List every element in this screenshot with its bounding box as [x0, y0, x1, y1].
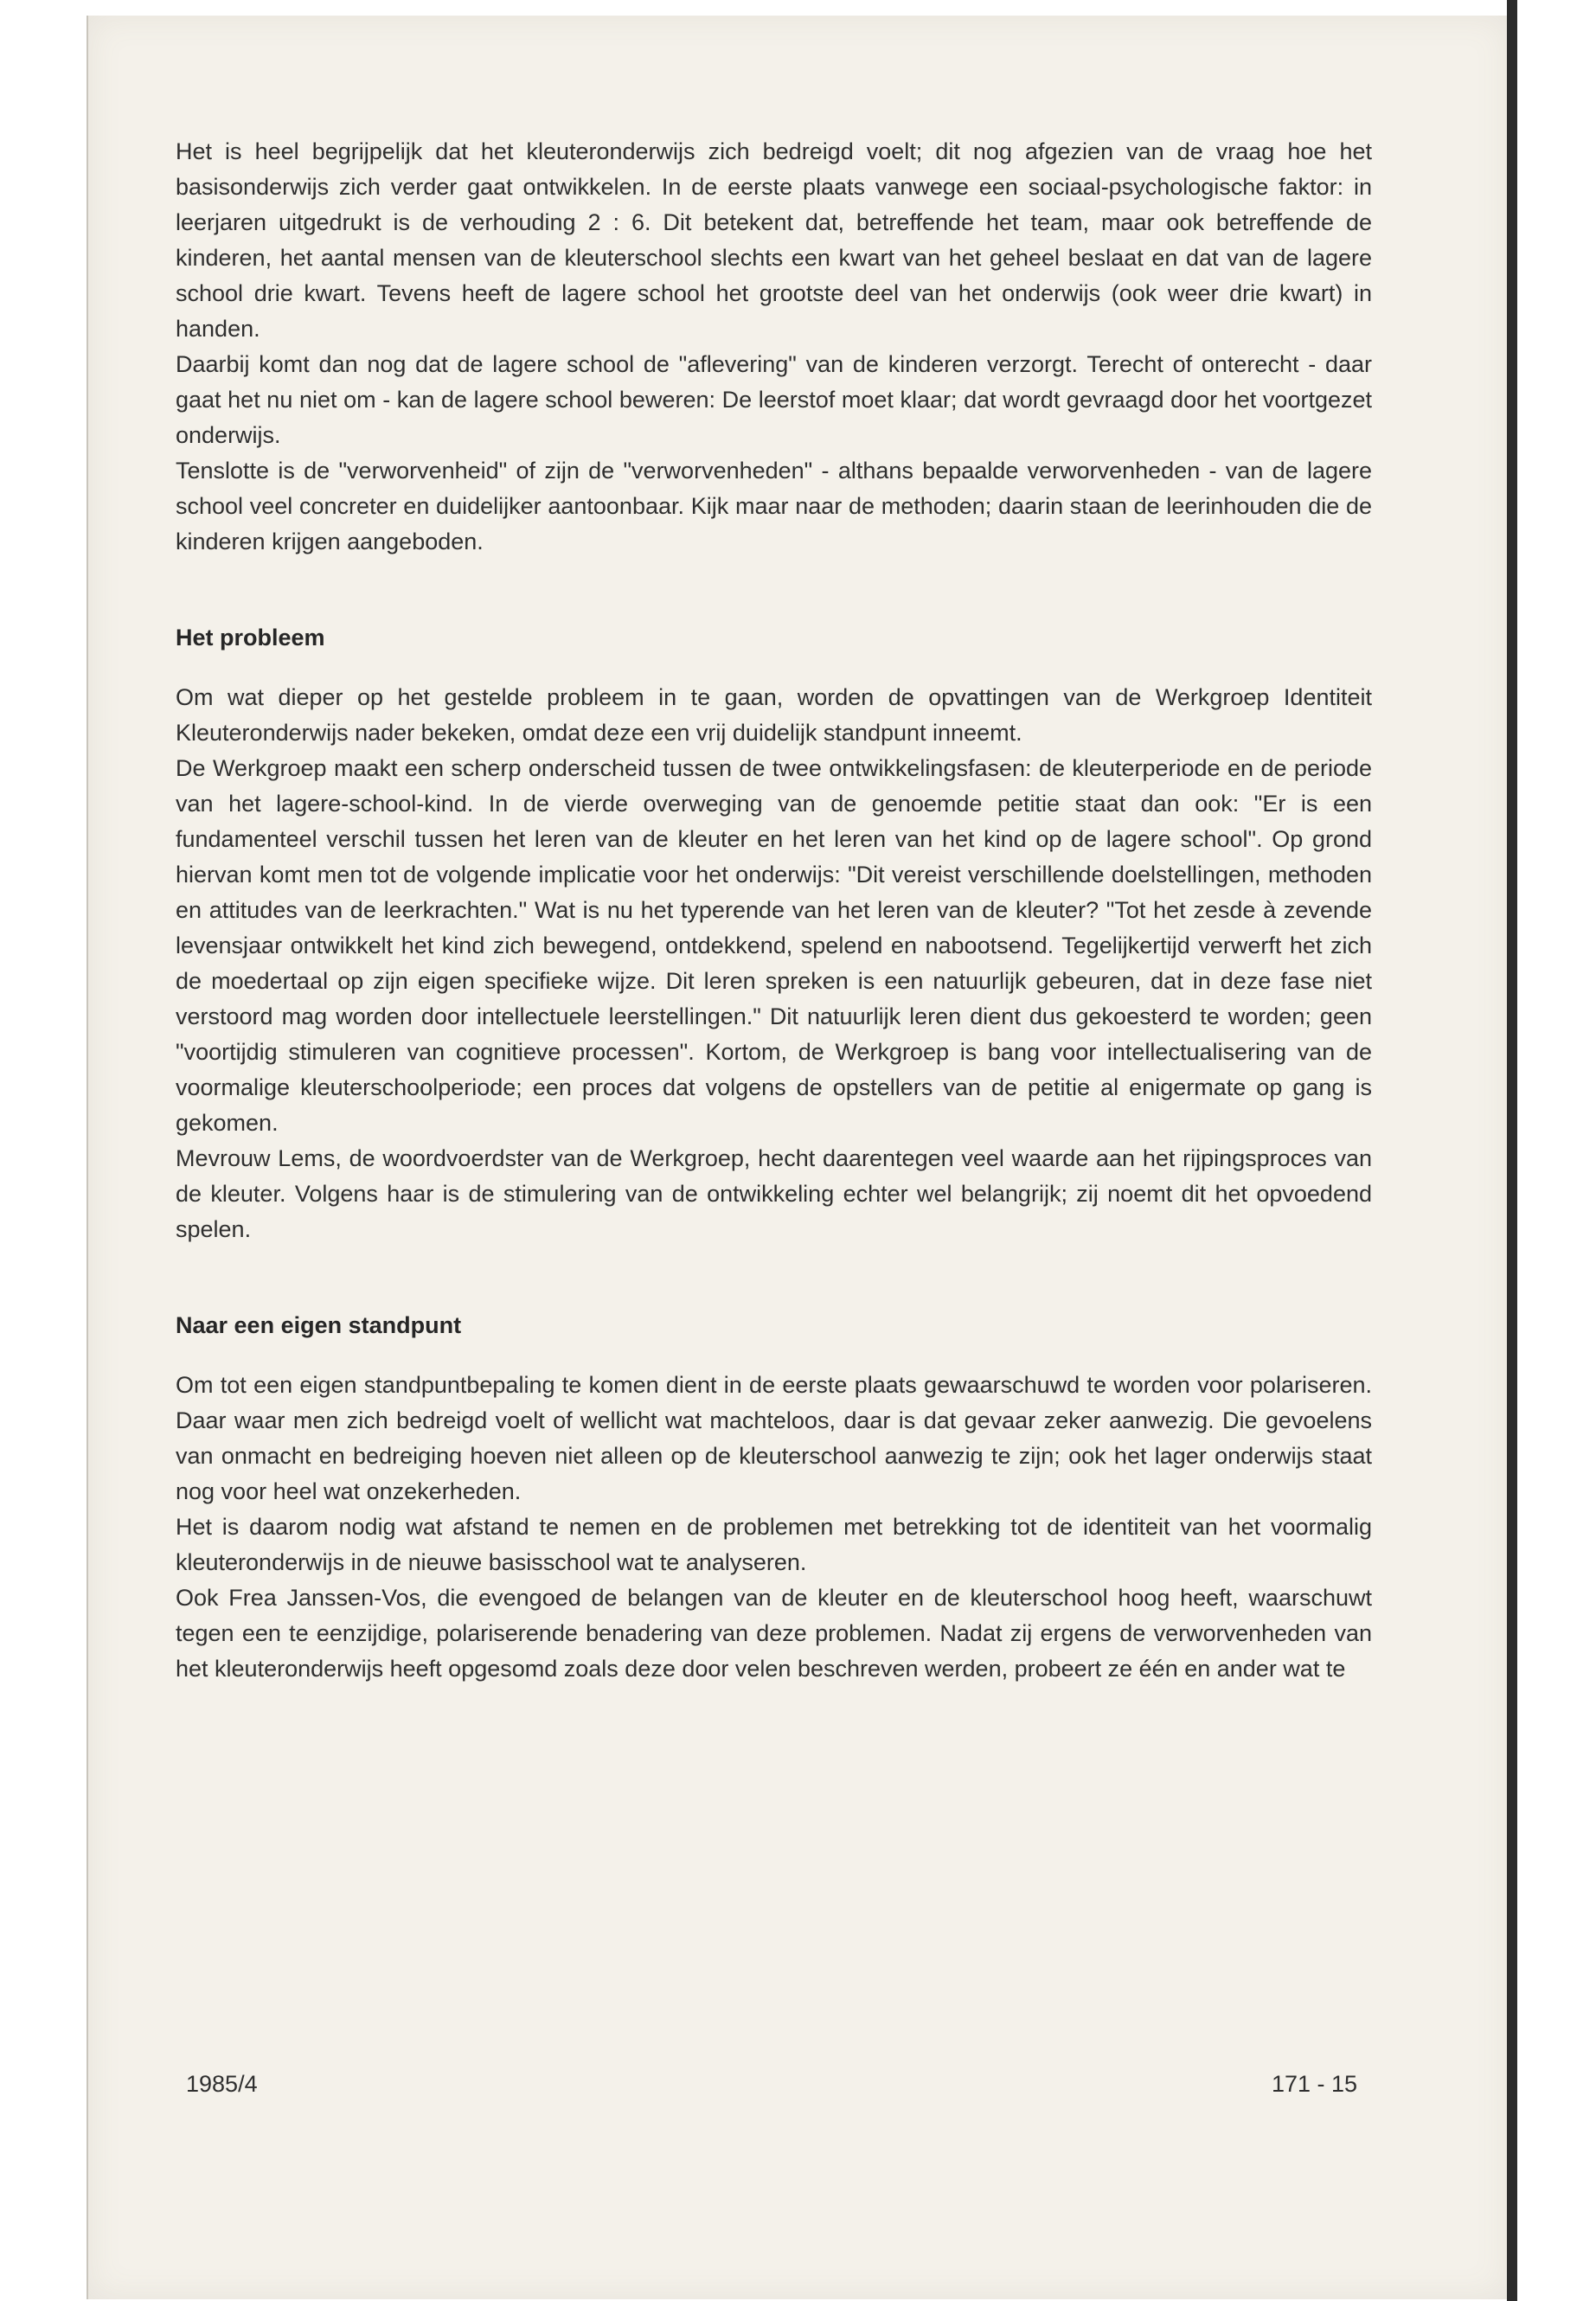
body-paragraph: Mevrouw Lems, de woordvoerdster van de Werkgroep, hecht daarentegen veel waarde aan het rijpingsproces van de kleuter. Volgens haar is de stimulering van de ontwikkeling echter wel belangrijk; zij noemt dit het opvoedend spelen. [176, 1145, 1372, 1242]
section-heading-probleem: Het probleem [176, 625, 325, 651]
footer-page-number: 171 - 15 [1272, 2071, 1358, 2097]
page-body [176, 134, 1372, 1687]
body-paragraph: Ook Frea Janssen-Vos, die evengoed de belangen van de kleuter en de kleuterschool hoog heeft, waarschuwt tegen een te eenzijdige, polariserende benadering van deze problemen. Nadat zij ergens de verworvenheden van het kleuteronderwijs heeft opgesomd zoals deze door velen beschreven werden, probeert ze één en ander wat te [176, 1585, 1372, 1682]
footer-issue-number: 1985/4 [186, 2071, 258, 2097]
body-paragraph: Tenslotte is de "verworvenheid" of zijn de "verworvenheden" - althans bepaalde verworvenheden - van de lagere school veel concreter en duidelijker aantoonbaar. Kijk maar naar de methoden; daarin staan de leerinhouden die de kinderen krijgen aangeboden. [176, 458, 1372, 554]
body-paragraph: Om tot een eigen standpuntbepaling te komen dient in de eerste plaats gewaarschuwd te worden voor polariseren. Daar waar men zich bedreigd voelt of wellicht wat machteloos, daar is dat gevaar zeker aanwezig. Die gevoelens van onmacht en bedreiging hoeven niet alleen op de kleuterschool aanwezig te zijn; ook het lager onderwijs staat nog voor heel wat onzekerheden. [176, 1372, 1372, 1504]
body-paragraph: De Werkgroep maakt een scherp onderscheid tussen de twee ontwikkelingsfasen: de kleuterperiode en de periode van het lagere-school-kind. In de vierde overweging van de genoemde petitie staat dan ook: "Er is een fundamenteel verschil tussen het leren van de kleuter en het leren van het kind op de lagere school". Op grond hiervan komt men tot de volgende implicatie voor het onderwijs: "Dit vereist verschillende doelstellingen, methoden en attitudes van de leerkrachten." Wat is nu het typerende van het leren van de kleuter? "Tot het zesde à zevende levensjaar ontwikkelt het kind zich bewegend, ontdekkend, spelend en nabootsend. Tegelijkertijd verwerft het zich de moedertaal op zijn eigen specifieke wijze. Dit leren spreken is een natuurlijk gebeuren, dat in deze fase niet verstoord mag worden door intellectuele leerstellingen." Dit natuurlijk leren dient dus gekoesterd te worden; geen "voortijdig stimuleren van cognitieve processen". Kortom, de Werkgroep is bang voor intellectualisering van de voormalige kleuterschoolperiode; een proces dat volgens de opstellers van de petitie al enigermate op gang is gekomen. [176, 755, 1372, 1136]
section-heading-standpunt: Naar een eigen standpunt [176, 1312, 462, 1338]
intro-section [176, 134, 1372, 560]
section-standpunt [176, 1368, 1372, 1687]
section-probleem [176, 680, 1372, 1247]
body-paragraph: Het is daarom nodig wat afstand te nemen en de problemen met betrekking tot de identiteit van het voormalig kleuteronderwijs in de nieuwe basisschool wat te analyseren. [176, 1514, 1372, 1575]
body-paragraph: Het is heel begrijpelijk dat het kleuteronderwijs zich bedreigd voelt; dit nog afgezien van de vraag hoe het basisonderwijs zich verder gaat ontwikkelen. In de eerste plaats vanwege een sociaal-psychologische faktor: in leerjaren uitgedrukt is de verhouding 2 : 6. Dit betekent dat, betreffende het team, maar ook betreffende de kinderen, het aantal mensen van de kleuterschool slechts een kwart van het geheel beslaat en dat van de lagere school drie kwart. Tevens heeft de lagere school het grootste deel van het onderwijs (ook weer drie kwart) in handen. [176, 138, 1372, 342]
page-edge-shadow [1507, 0, 1517, 2301]
body-paragraph: Daarbij komt dan nog dat de lagere school de "aflevering" van de kinderen verzorgt. Terecht of onterecht - daar gaat het nu niet om - kan de lagere school beweren: De leerstof moet klaar; dat wordt gevraagd door het voortgezet onderwijs. [176, 351, 1372, 448]
body-paragraph: Om wat dieper op het gestelde probleem in te gaan, worden de opvattingen van de Werkgroep Identiteit Kleuteronderwijs nader bekeken, omdat deze een vrij duidelijk standpunt inneemt. [176, 684, 1372, 746]
